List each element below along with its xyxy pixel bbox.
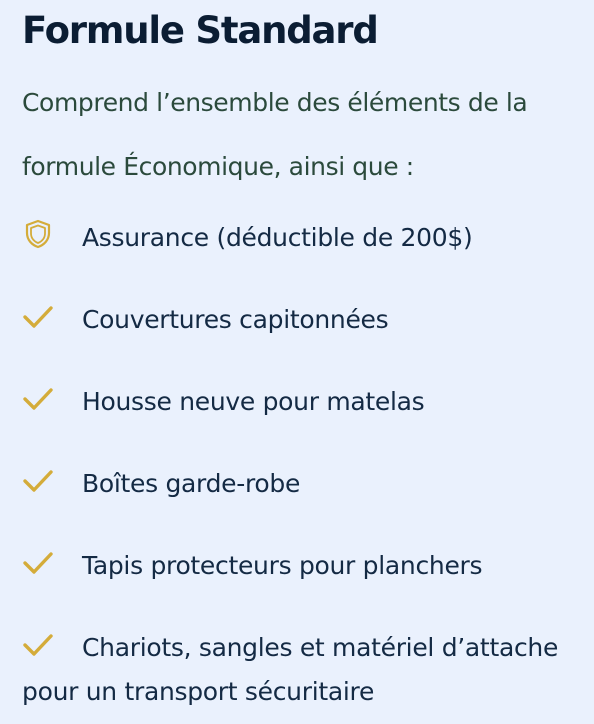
checkmark-icon — [22, 382, 54, 414]
feature-item — [22, 626, 582, 708]
card-title: Formule Standard — [22, 9, 378, 52]
checkmark-icon — [22, 464, 54, 496]
checkmark-icon — [22, 546, 54, 578]
feature-label: Couvertures capitonnées — [82, 305, 389, 334]
feature-item — [22, 216, 582, 298]
feature-list — [22, 216, 582, 708]
feature-item — [22, 462, 582, 544]
feature-label: Housse neuve pour matelas — [82, 387, 425, 416]
feature-item — [22, 298, 582, 380]
checkmark-icon — [22, 300, 54, 332]
feature-label: Tapis protecteurs pour planchers — [82, 551, 483, 580]
feature-item — [22, 380, 582, 462]
feature-item — [22, 544, 582, 626]
feature-label: Assurance (déductible de 200$) — [82, 223, 473, 252]
feature-label: Chariots, sangles et matériel d’attache pour un transport sécuritaire — [22, 633, 559, 706]
feature-label: Boîtes garde-robe — [82, 469, 301, 498]
card-intro: Comprend l’ensemble des éléments de la formule Économique, ainsi que : — [22, 88, 528, 181]
shield-icon — [22, 218, 54, 250]
